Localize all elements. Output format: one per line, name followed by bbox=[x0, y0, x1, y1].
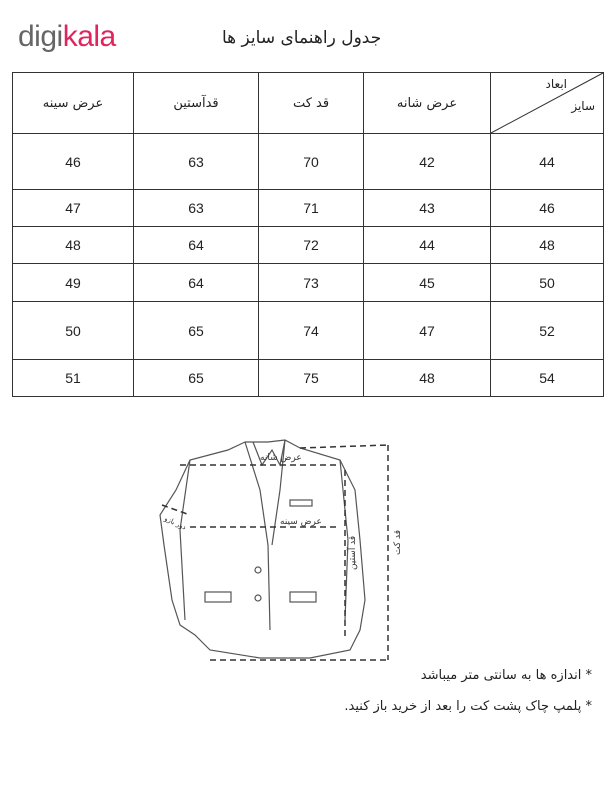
length-top-line bbox=[300, 445, 388, 448]
cell-length: 74 bbox=[259, 302, 364, 360]
notes bbox=[344, 668, 592, 730]
jacket-diagram bbox=[150, 420, 403, 670]
cell-shoulder: 42 bbox=[364, 134, 491, 190]
cell-size: 50 bbox=[491, 264, 604, 302]
note-units: * اندازه ها به سانتی متر میباشد bbox=[420, 668, 592, 683]
cell-size: 44 bbox=[491, 134, 604, 190]
cell-length: 70 bbox=[259, 134, 364, 190]
header-chest: عرض سینه bbox=[13, 73, 134, 134]
cell-shoulder: 48 bbox=[364, 360, 491, 397]
cell-chest: 48 bbox=[13, 227, 134, 264]
table-row bbox=[13, 227, 604, 264]
cell-chest: 50 bbox=[13, 302, 134, 360]
header-length: قد کت bbox=[259, 73, 364, 134]
shoulder-label: عرض شانه bbox=[260, 453, 302, 463]
page-title: جدول راهنمای سایز ها bbox=[222, 28, 382, 48]
cell-sleeve: 63 bbox=[134, 190, 259, 227]
table-row bbox=[13, 360, 604, 397]
cell-sleeve: 64 bbox=[134, 264, 259, 302]
digikala-logo: digikala bbox=[18, 20, 116, 53]
table-header-row bbox=[13, 73, 604, 134]
cell-sleeve: 65 bbox=[134, 302, 259, 360]
cell-sleeve: 63 bbox=[134, 134, 259, 190]
arm-label: دور بازو bbox=[163, 514, 188, 532]
cell-shoulder: 45 bbox=[364, 264, 491, 302]
jacket-outline bbox=[160, 440, 365, 658]
corner-header-cell bbox=[491, 73, 604, 134]
cell-chest: 46 bbox=[13, 134, 134, 190]
table-row bbox=[13, 134, 604, 190]
cell-size: 46 bbox=[491, 190, 604, 227]
button-icon bbox=[255, 595, 261, 601]
size-label: سایز bbox=[571, 99, 595, 113]
note-vent: * پلمپ چاک پشت کت را بعد از خرید باز کنید. bbox=[344, 699, 592, 714]
jacket-lapel-left bbox=[245, 442, 270, 630]
cell-sleeve: 64 bbox=[134, 227, 259, 264]
table-row bbox=[13, 302, 604, 360]
cell-length: 71 bbox=[259, 190, 364, 227]
cell-shoulder: 47 bbox=[364, 302, 491, 360]
cell-size: 52 bbox=[491, 302, 604, 360]
cell-length: 73 bbox=[259, 264, 364, 302]
cell-shoulder: 44 bbox=[364, 227, 491, 264]
pocket-right-icon bbox=[290, 592, 316, 602]
header-sleeve: قدآستین bbox=[134, 73, 259, 134]
cell-chest: 47 bbox=[13, 190, 134, 227]
sleeve-seam-right bbox=[340, 460, 348, 620]
size-table bbox=[12, 72, 604, 397]
cell-length: 75 bbox=[259, 360, 364, 397]
chest-pocket-icon bbox=[290, 500, 312, 506]
button-icon bbox=[255, 567, 261, 573]
cell-size: 54 bbox=[491, 360, 604, 397]
cell-chest: 49 bbox=[13, 264, 134, 302]
dimensions-label: ابعاد bbox=[545, 77, 567, 91]
table-row bbox=[13, 190, 604, 227]
table-row bbox=[13, 264, 604, 302]
cell-size: 48 bbox=[491, 227, 604, 264]
sleeve-seam-left bbox=[180, 460, 190, 620]
cell-shoulder: 43 bbox=[364, 190, 491, 227]
header-shoulder: عرض شانه bbox=[364, 73, 491, 134]
sleeve-label: قد آستین bbox=[348, 535, 358, 570]
cell-chest: 51 bbox=[13, 360, 134, 397]
length-label: قد کت bbox=[393, 529, 403, 555]
cell-length: 72 bbox=[259, 227, 364, 264]
pocket-left-icon bbox=[205, 592, 231, 602]
cell-sleeve: 65 bbox=[134, 360, 259, 397]
chest-label: عرض سینه bbox=[280, 517, 322, 527]
